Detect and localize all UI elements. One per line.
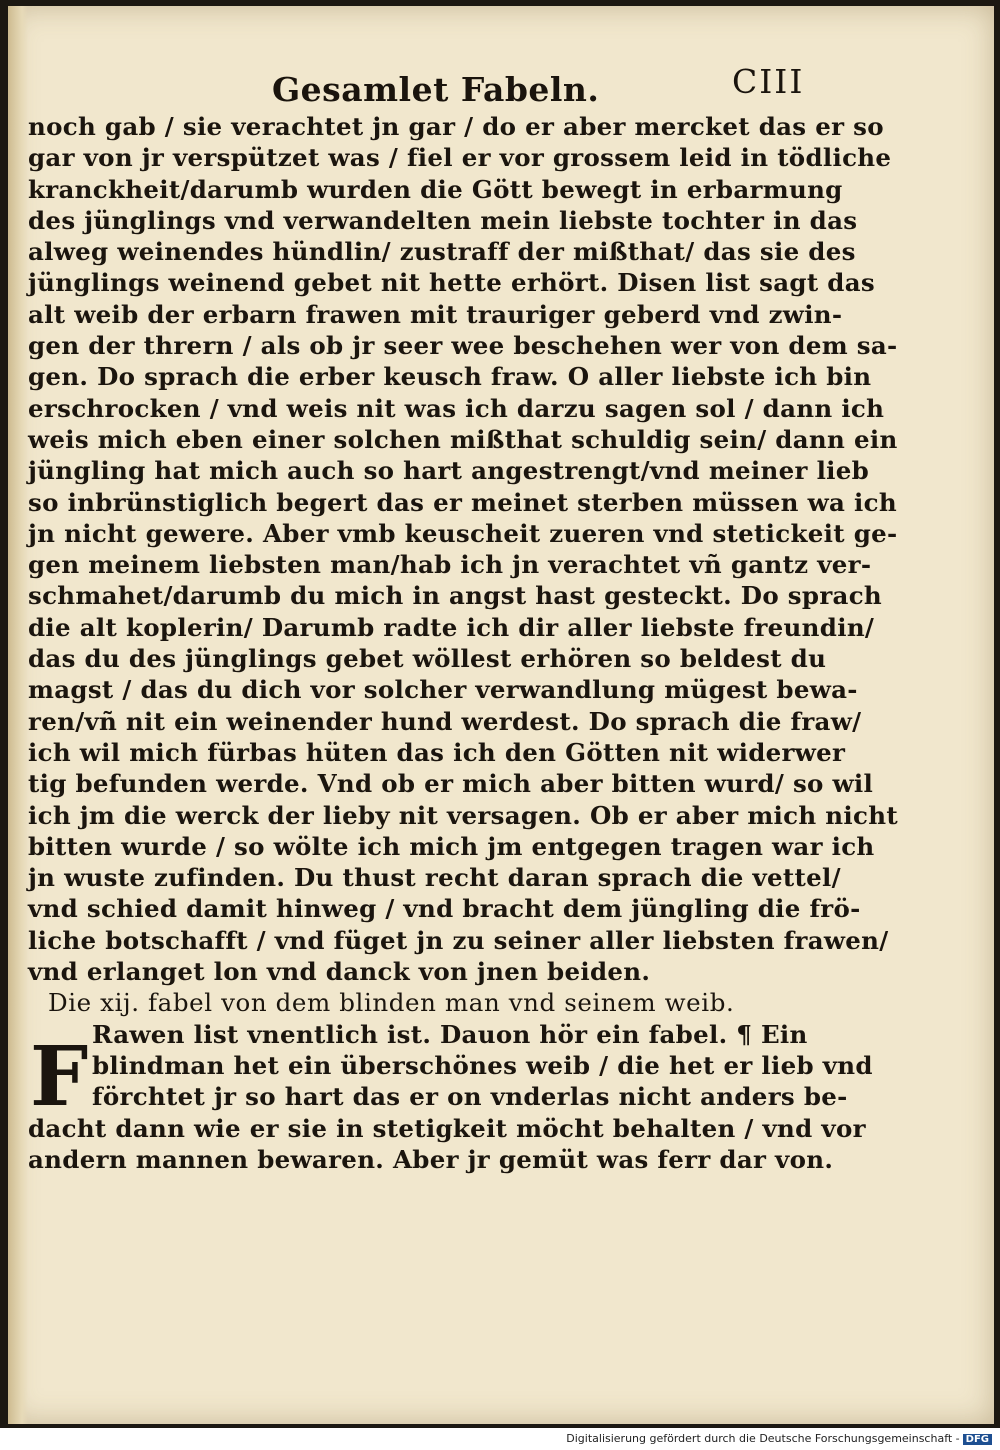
body-line: des jünglings vnd verwandelten mein liebste tochter in das <box>28 205 858 235</box>
body-line: alt weib der erbarn frawen mit trauriger geberd vnd zwin- <box>28 299 843 329</box>
body-line: ren/vñ nit ein weinender hund werdest. Do sprach die fraw/ <box>28 706 862 736</box>
fable-line: andern mannen bewaren. Aber jr gemüt was ferr dar von. <box>28 1144 834 1174</box>
body-line: die alt koplerin/ Darumb radte ich dir aller liebste freundin/ <box>28 612 875 642</box>
body-line: jn wuste zufinden. Du thust recht daran sprach die vettel/ <box>28 863 841 893</box>
folio-number: CIII <box>732 62 805 101</box>
footer-credit-text: Digitalisierung gefördert durch die Deutsche Forschungsgemeinschaft - <box>566 1432 960 1445</box>
body-line: weis mich eben einer solchen mißthat schuldig sein/ dann ein <box>28 424 898 454</box>
body-line: gen der thrern / als ob jr seer wee beschehen wer von dem sa- <box>28 331 898 361</box>
body-line: magst / das du dich vor solcher verwandlung mügest bewa- <box>28 675 858 705</box>
body-line: jüngling hat mich auch so hart angestrengt/vnd meiner lieb <box>28 456 870 486</box>
body-line: liche botschafft / vnd füget jn zu seiner aller liebsten frawen/ <box>28 925 889 955</box>
decorated-initial: F <box>30 1029 89 1125</box>
body-line: ich wil mich fürbas hüten das ich den Götten nit widerwer <box>28 737 846 767</box>
body-line: jn nicht gewere. Aber vmb keuscheit zueren vnd stetickeit ge- <box>28 518 898 548</box>
body-line: vnd erlanget lon vnd danck von jnen beiden. <box>28 957 651 987</box>
fable-line: dacht dann wie er sie in stetigkeit möcht behalten / vnd vor <box>28 1113 866 1143</box>
footer-credit <box>566 1432 992 1445</box>
body-line: kranckheit/darumb wurden die Gött bewegt in erbarmung <box>28 174 843 204</box>
text-block <box>28 111 898 1175</box>
body-line: gen. Do sprach die erber keusch fraw. O aller liebste ich bin <box>28 362 872 392</box>
fable-line: förchtet jr so hart das er on vnderlas nicht anders be- <box>92 1082 848 1112</box>
body-line: gen meinem liebsten man/hab ich jn verachtet vñ gantz ver- <box>28 550 872 580</box>
dfg-logo: DFG <box>963 1434 992 1445</box>
running-title: Gesamlet Fabeln. <box>272 70 600 109</box>
page-binding-shadow <box>8 6 28 1424</box>
body-line: bitten wurde / so wölte ich mich jm entgegen tragen war ich <box>28 831 875 861</box>
body-line: so inbrünstiglich begert das er meinet sterben müssen wa ich <box>28 487 897 517</box>
body-line: vnd schied damit hinweg / vnd bracht dem jüngling die frö- <box>28 894 861 924</box>
body-line: tig befunden werde. Vnd ob er mich aber bitten wurd/ so wil <box>28 769 874 799</box>
body-line: jünglings weinend gebet nit hette erhört. Disen list sagt das <box>28 268 875 298</box>
fable-line: blindman het ein überschönes weib / die het er lieb vnd <box>92 1050 873 1080</box>
body-line: noch gab / sie verachtet jn gar / do er aber mercket das er so <box>28 112 884 141</box>
body-line: ich jm die werck der lieby nit versagen. Ob er aber mich nicht <box>28 800 898 830</box>
fable-heading: Die xij. fabel von dem blinden man vnd seinem weib. <box>48 988 735 1018</box>
body-line: erschrocken / vnd weis nit was ich darzu sagen sol / dann ich <box>28 393 885 423</box>
body-line: das du des jünglings gebet wöllest erhören so beldest du <box>28 644 827 674</box>
body-line: gar von jr verspützet was / fiel er vor grossem leid in tödliche <box>28 143 892 173</box>
body-line: schmahet/darumb du mich in angst hast gesteckt. Do sprach <box>28 581 883 611</box>
fable-line: Rawen list vnentlich ist. Dauon hör ein fabel. ¶ Ein <box>92 1019 808 1049</box>
body-line: alweg weinendes hündlin/ zustraff der mißthat/ das sie des <box>28 237 856 267</box>
